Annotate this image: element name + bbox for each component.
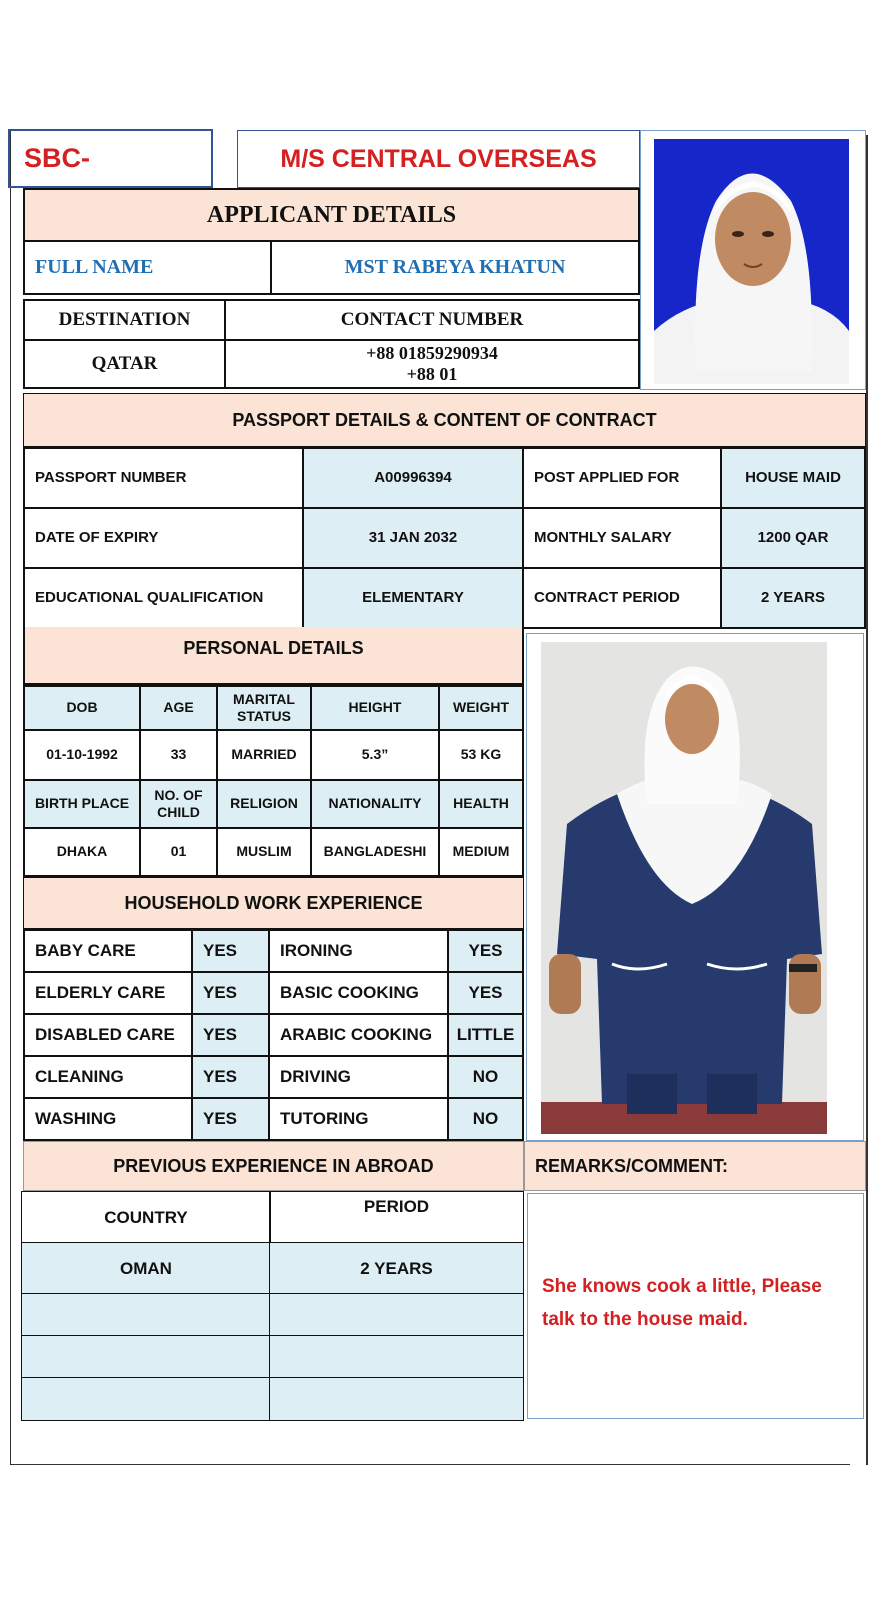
passport-photo-image xyxy=(641,131,866,390)
nationality-value: BANGLADESHI xyxy=(310,827,440,877)
page-frame-right xyxy=(866,135,868,1465)
passport-number-label: PASSPORT NUMBER xyxy=(23,447,304,509)
contact-phone-1: +88 01859290934 xyxy=(366,343,498,364)
ref-code-box xyxy=(8,129,213,188)
household-value-basic-cooking: YES xyxy=(447,971,524,1015)
contact-number-label: CONTACT NUMBER xyxy=(224,299,640,341)
full-name-label: FULL NAME xyxy=(23,240,272,295)
period-header: PERIOD xyxy=(269,1191,524,1244)
marital-status-header: MARITAL STATUS xyxy=(216,685,312,731)
ref-code: SBC- xyxy=(24,143,90,173)
dob-value: 01-10-1992 xyxy=(23,729,141,781)
country-header: COUNTRY xyxy=(21,1191,271,1244)
prev-country-3 xyxy=(21,1335,271,1379)
destination-value: QATAR xyxy=(23,339,226,389)
household-value-baby-care: YES xyxy=(191,929,270,973)
prev-period-2 xyxy=(269,1293,524,1337)
remarks-text: She knows cook a little, Please talk to the house maid. xyxy=(542,1276,822,1331)
age-value: 33 xyxy=(139,729,218,781)
height-value: 5.3” xyxy=(310,729,440,781)
expiry-date-value: 31 JAN 2032 xyxy=(302,507,524,569)
child-count-header: NO. OF CHILD xyxy=(139,779,218,829)
household-value-elderly-care: YES xyxy=(191,971,270,1015)
prev-country-1: OMAN xyxy=(21,1242,271,1295)
personal-section-title: PERSONAL DETAILS xyxy=(23,627,524,685)
monthly-salary-label: MONTHLY SALARY xyxy=(522,507,722,569)
household-value-disabled-care: YES xyxy=(191,1013,270,1057)
post-applied-value: HOUSE MAID xyxy=(720,447,866,509)
household-skill-tutoring: TUTORING xyxy=(268,1097,449,1141)
contract-period-label: CONTRACT PERIOD xyxy=(522,567,722,629)
religion-value: MUSLIM xyxy=(216,827,312,877)
remarks-title: REMARKS/COMMENT: xyxy=(524,1141,866,1191)
weight-header: WEIGHT xyxy=(438,685,524,731)
remarks-box xyxy=(527,1193,864,1419)
health-value: MEDIUM xyxy=(438,827,524,877)
applicant-section-title: APPLICANT DETAILS xyxy=(23,188,640,240)
contract-period-value: 2 YEARS xyxy=(720,567,866,629)
dob-header: DOB xyxy=(23,685,141,731)
passport-number-value: A00996394 xyxy=(302,447,524,509)
household-skill-elderly-care: ELDERLY CARE xyxy=(23,971,193,1015)
household-skill-basic-cooking: BASIC COOKING xyxy=(268,971,449,1015)
household-skill-arabic-cooking: ARABIC COOKING xyxy=(268,1013,449,1057)
passport-section-title: PASSPORT DETAILS & CONTENT OF CONTRACT xyxy=(23,393,866,447)
household-skill-washing: WASHING xyxy=(23,1097,193,1141)
contact-phone-2: +88 01 xyxy=(406,364,458,384)
household-value-ironing: YES xyxy=(447,929,524,973)
contact-number-value xyxy=(224,339,640,389)
marital-status-value: MARRIED xyxy=(216,729,312,781)
weight-value: 53 KG xyxy=(438,729,524,781)
household-value-driving: NO xyxy=(447,1055,524,1099)
prev-period-1: 2 YEARS xyxy=(269,1242,524,1295)
household-skill-disabled-care: DISABLED CARE xyxy=(23,1013,193,1057)
full-body-photo-image xyxy=(527,634,864,1141)
health-header: HEALTH xyxy=(438,779,524,829)
nationality-header: NATIONALITY xyxy=(310,779,440,829)
household-value-cleaning: YES xyxy=(191,1055,270,1099)
birth-place-value: DHAKA xyxy=(23,827,141,877)
agency-name: M/S CENTRAL OVERSEAS xyxy=(280,144,597,173)
household-section-title: HOUSEHOLD WORK EXPERIENCE xyxy=(23,877,524,929)
full-body-photo xyxy=(526,633,864,1141)
household-value-washing: YES xyxy=(191,1097,270,1141)
agency-box xyxy=(237,130,640,188)
full-name-value: MST RABEYA KHATUN xyxy=(270,240,640,295)
prev-period-4 xyxy=(269,1377,524,1421)
age-header: AGE xyxy=(139,685,218,731)
post-applied-label: POST APPLIED FOR xyxy=(522,447,722,509)
household-skill-baby-care: BABY CARE xyxy=(23,929,193,973)
birth-place-header: BIRTH PLACE xyxy=(23,779,141,829)
destination-label: DESTINATION xyxy=(23,299,226,341)
household-skill-driving: DRIVING xyxy=(268,1055,449,1099)
household-value-arabic-cooking: LITTLE xyxy=(447,1013,524,1057)
previous-experience-title: PREVIOUS EXPERIENCE IN ABROAD xyxy=(23,1141,524,1191)
household-skill-ironing: IRONING xyxy=(268,929,449,973)
religion-header: RELIGION xyxy=(216,779,312,829)
monthly-salary-value: 1200 QAR xyxy=(720,507,866,569)
education-label: EDUCATIONAL QUALIFICATION xyxy=(23,567,304,629)
passport-photo xyxy=(640,130,866,390)
education-value: ELEMENTARY xyxy=(302,567,524,629)
household-value-tutoring: NO xyxy=(447,1097,524,1141)
expiry-date-label: DATE OF EXPIRY xyxy=(23,507,304,569)
prev-country-2 xyxy=(21,1293,271,1337)
height-header: HEIGHT xyxy=(310,685,440,731)
child-count-value: 01 xyxy=(139,827,218,877)
prev-period-3 xyxy=(269,1335,524,1379)
household-skill-cleaning: CLEANING xyxy=(23,1055,193,1099)
prev-country-4 xyxy=(21,1377,271,1421)
